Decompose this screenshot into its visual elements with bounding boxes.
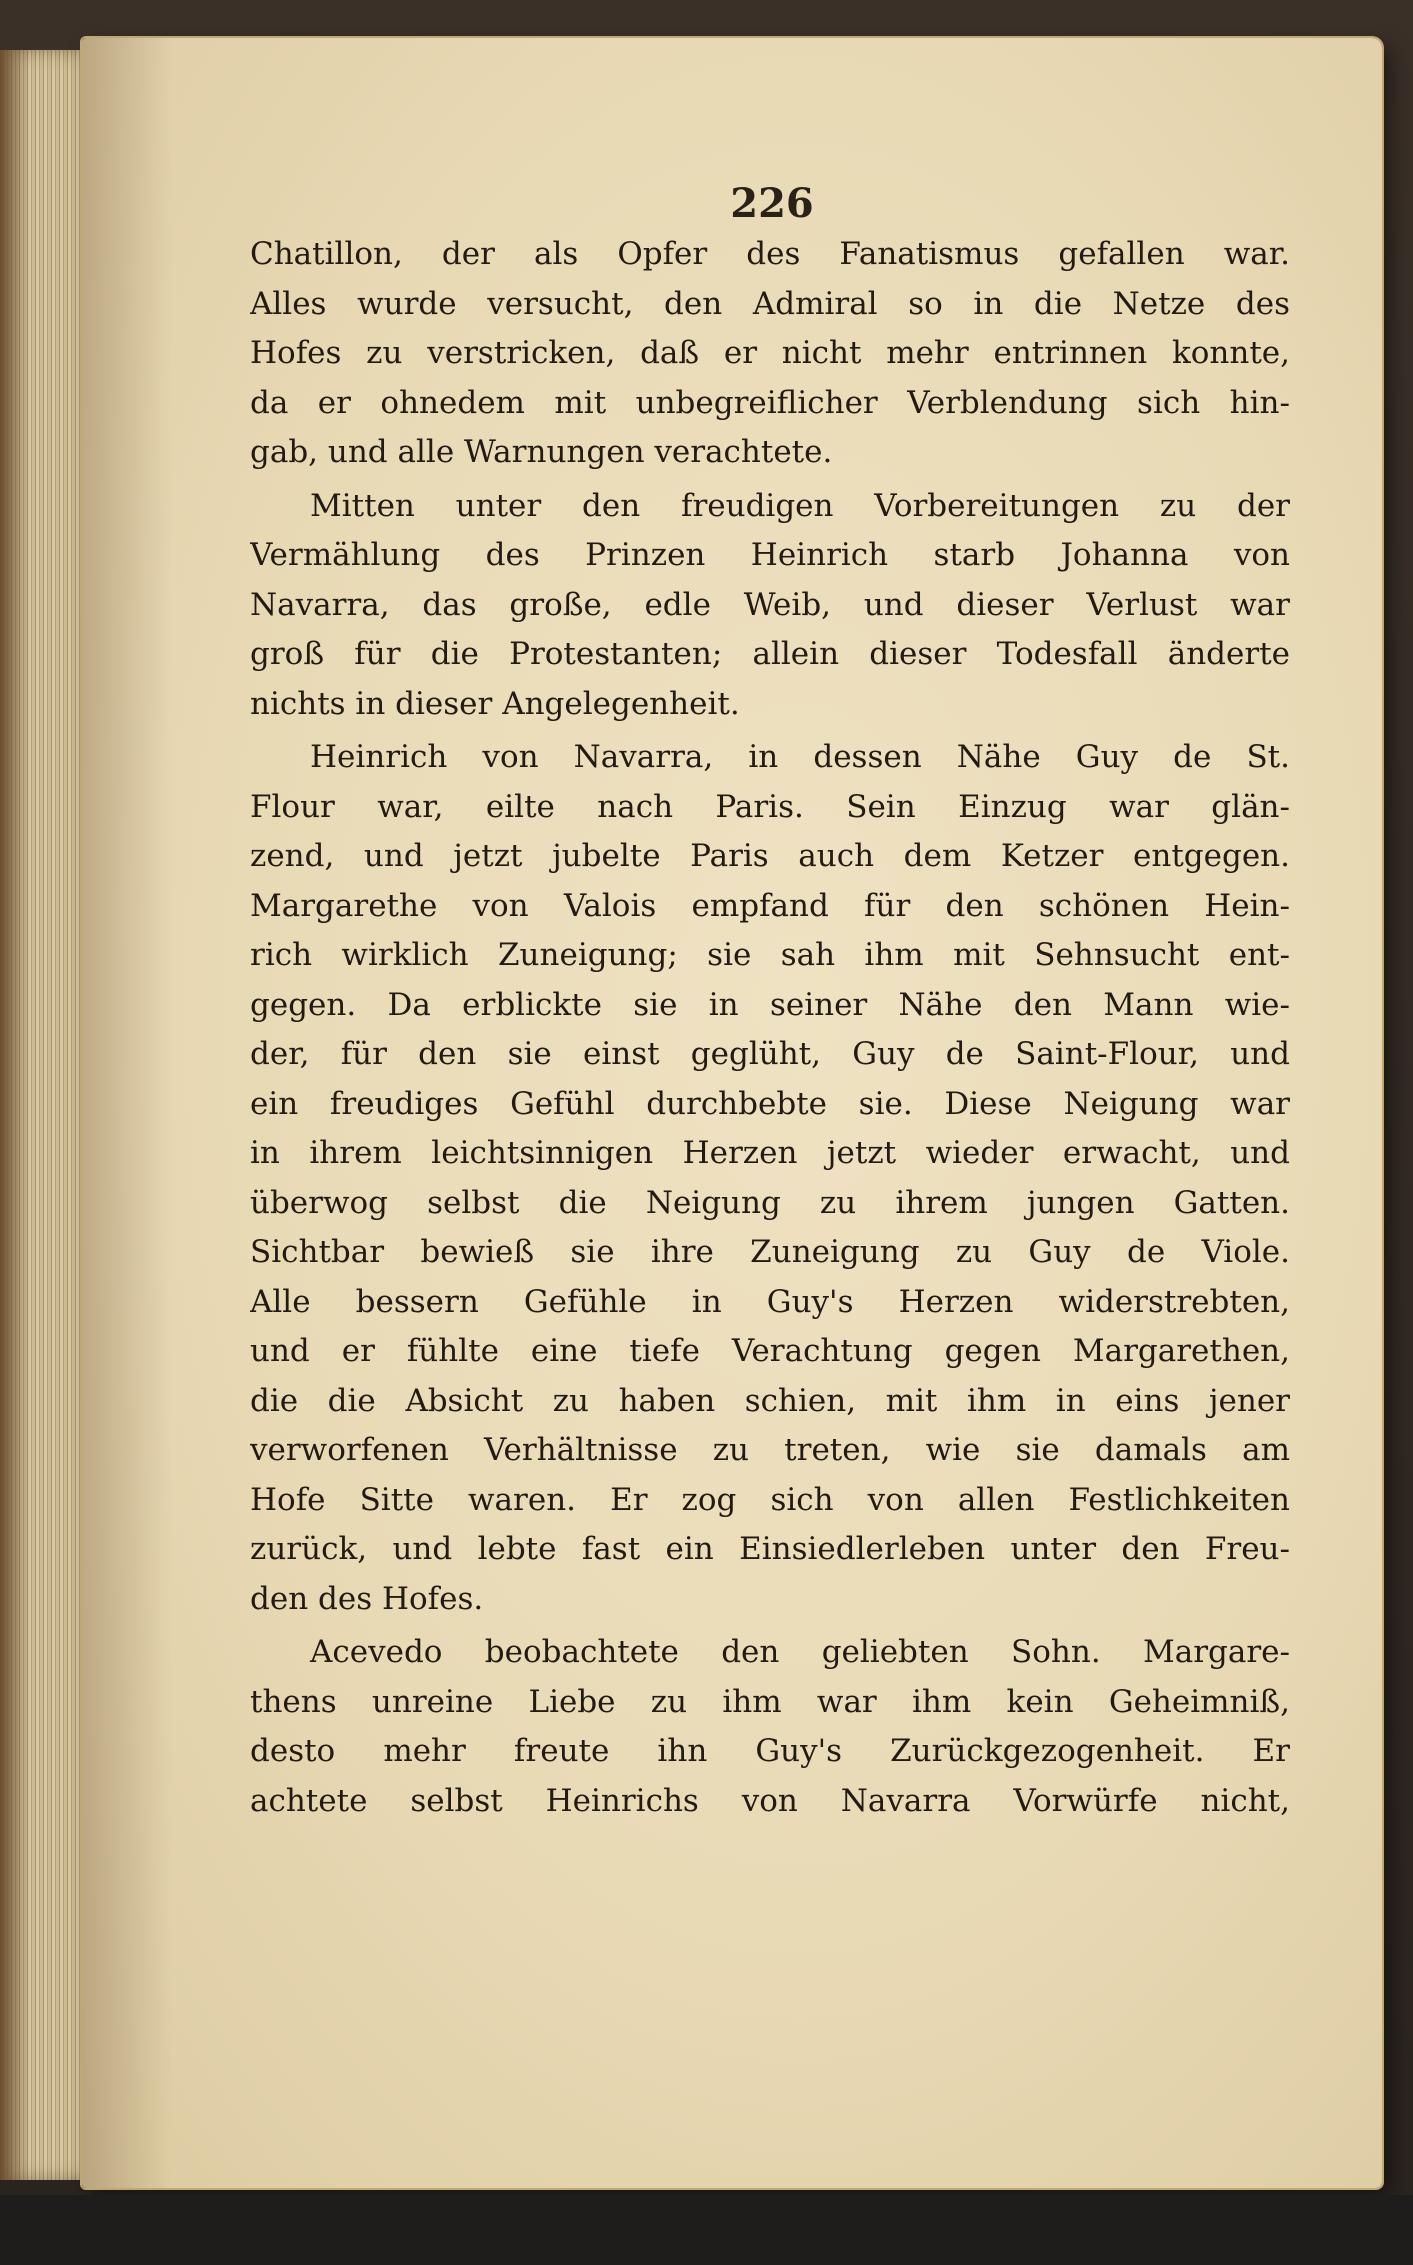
text-line: Sichtbar bewieß sie ihre Zuneigung zu Guy de Viole.	[250, 1234, 1290, 1270]
paragraph	[250, 1628, 1290, 1826]
text-line: groß für die Protestanten; allein dieser Todesfall änderte	[250, 636, 1290, 672]
text-line: in ihrem leichtsinnigen Herzen jetzt wieder erwacht, und	[250, 1135, 1290, 1171]
text-line: überwog selbst die Neigung zu ihrem jungen Gatten.	[250, 1184, 1290, 1221]
text-line: Navarra, das große, edle Weib, und dieser Verlust war	[250, 586, 1290, 623]
text-line: Chatillon, der als Opfer des Fanatismus gefallen war.	[250, 236, 1290, 272]
text-line: thens unreine Liebe zu ihm war ihm kein Geheimniß,	[250, 1683, 1290, 1720]
text-line: Acevedo beobachtete den geliebten Sohn. Margare-	[310, 1634, 1290, 1670]
text-line: der, für den sie einst geglüht, Guy de Saint-Flour, und	[250, 1036, 1290, 1072]
paragraph	[250, 230, 1290, 478]
text-line: Alle bessern Gefühle in Guy's Herzen widerstrebten,	[250, 1283, 1290, 1320]
text-line: Flour war, eilte nach Paris. Sein Einzug war glän-	[250, 788, 1290, 825]
text-line: den des Hofes.	[250, 1580, 484, 1617]
paragraph	[250, 482, 1290, 730]
text-line: Mitten unter den freudigen Vorbereitungen zu der	[310, 487, 1290, 524]
text-line: Vermählung des Prinzen Heinrich starb Johanna von	[250, 537, 1290, 573]
text-line: Margarethe von Valois empfand für den schönen Hein-	[250, 887, 1290, 924]
text-line: verworfenen Verhältnisse zu treten, wie sie damals am	[250, 1432, 1290, 1468]
paragraph	[250, 733, 1290, 1624]
text-line: gab, und alle Warnungen verachtete.	[250, 434, 833, 470]
text-line: Heinrich von Navarra, in dessen Nähe Guy de St.	[310, 739, 1290, 775]
body-text	[250, 230, 1290, 1826]
text-line: nichts in dieser Angelegenheit.	[250, 685, 740, 722]
text-line: zurück, und lebte fast ein Einsiedlerleben unter den Freu-	[250, 1531, 1290, 1567]
text-line: Hofe Sitte waren. Er zog sich von allen Festlichkeiten	[250, 1481, 1290, 1518]
page-number: 226	[730, 180, 814, 227]
text-line: zend, und jetzt jubelte Paris auch dem Ketzer entgegen.	[250, 838, 1290, 874]
text-line: achtete selbst Heinrichs von Navarra Vorwürfe nicht,	[250, 1782, 1290, 1819]
text-line: gegen. Da erblickte sie in seiner Nähe den Mann wie-	[250, 986, 1290, 1023]
text-line: Hofes zu verstricken, daß er nicht mehr entrinnen konnte,	[250, 335, 1290, 371]
text-line: ein freudiges Gefühl durchbebte sie. Diese Neigung war	[250, 1085, 1290, 1122]
table-surface	[0, 2195, 1413, 2265]
text-line: da er ohnedem mit unbegreiflicher Verblendung sich hin-	[250, 384, 1290, 421]
text-line: Alles wurde versucht, den Admiral so in die Netze des	[250, 285, 1290, 322]
text-line: die die Absicht zu haben schien, mit ihm in eins jener	[250, 1382, 1290, 1419]
text-line: desto mehr freute ihn Guy's Zurückgezogenheit. Er	[250, 1733, 1290, 1769]
text-line: und er fühlte eine tiefe Verachtung gegen Margarethen,	[250, 1333, 1290, 1369]
text-line: rich wirklich Zuneigung; sie sah ihm mit Sehnsucht ent-	[250, 937, 1290, 973]
